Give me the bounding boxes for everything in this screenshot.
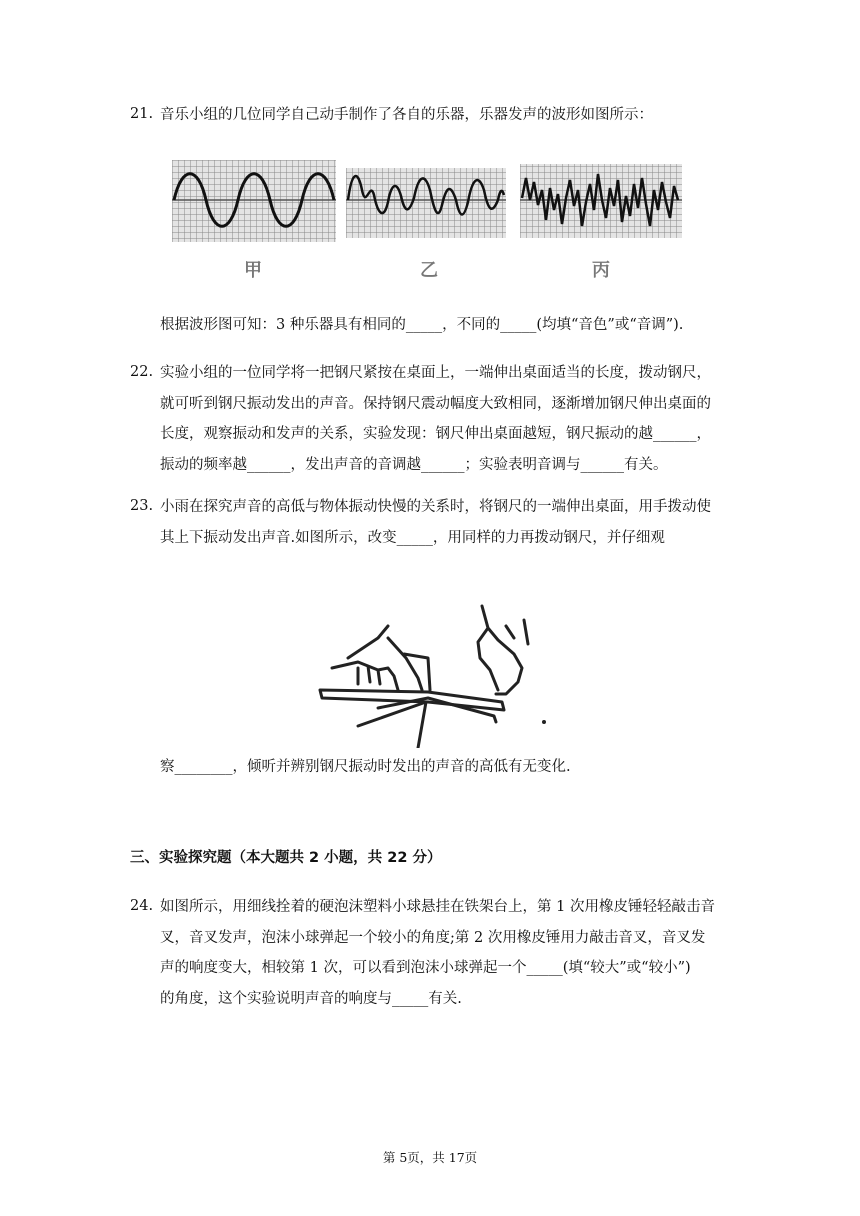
wave-panel-jia [172, 160, 336, 242]
q22-text [160, 358, 732, 480]
wave-panel-yi [346, 168, 506, 238]
wave-label-jia: 甲 [244, 260, 262, 281]
q21-answer-line: 根据波形图可知：3 种乐器具有相同的_____，不同的_____(均填“音色”或“音调”). [160, 317, 684, 333]
left-hand-icon [332, 626, 430, 690]
q22-line-3: 长度，观察振动和发声的关系，实验发现：钢尺伸出桌面越短，钢尺振动的越______， [160, 426, 711, 442]
wave-panel-bing [520, 164, 682, 238]
q23-text [160, 492, 732, 553]
q24-line-3: 声的响度变大，相较第 1 次，可以看到泡沫小球弹起一个_____(填“较大”或“较小”) [160, 960, 691, 976]
q22-line-2: 就可听到钢尺振动发出的声音。保持钢尺震动幅度大致相同，逐渐增加钢尺伸出桌面的 [160, 395, 711, 412]
q23-number: 23. [130, 498, 154, 514]
wave-label-yi: 乙 [420, 260, 438, 281]
right-hand-icon [478, 606, 528, 694]
q24-line-4: 的角度，这个实验说明声音的响度与_____有关. [160, 990, 462, 1007]
q21-number: 21. [130, 106, 154, 122]
q23-continuation: 察________，倾听并辨别钢尺振动时发出的声音的高低有无变化. [160, 759, 571, 775]
q23-line-1: 小雨在探究声音的高低与物体振动快慢的关系时，将钢尺的一端伸出桌面，用手拨动使 [160, 499, 711, 515]
page-footer: 第 5页，共 17页 [382, 1150, 478, 1165]
q24-line-1: 如图所示，用细线拴着的硬泡沫塑料小球悬挂在铁架台上，第 1 次用橡皮锤轻轻敲击音 [160, 899, 715, 915]
ruler-hands-figure [318, 598, 548, 748]
q24-text [160, 892, 732, 1014]
q23-line-2: 其上下振动发出声音.如图所示，改变_____，用同样的力再拨动钢尺，并仔细观 [160, 529, 665, 546]
q24-line-2: 叉，音叉发声，泡沫小球弹起一个较小的角度;第 2 次用橡皮锤用力敲击音叉，音叉发 [160, 929, 706, 946]
q22-line-4: 振动的频率越______，发出声音的音调越______；实验表明音调与______有关。 [160, 456, 668, 473]
q21-text: 音乐小组的几位同学自己动手制作了各自的乐器，乐器发声的波形如图所示： [160, 107, 653, 123]
wave-label-bing: 丙 [592, 260, 610, 281]
q22-line-1: 实验小组的一位同学将一把钢尺紧按在桌面上，一端伸出桌面适当的长度，拨动钢尺， [160, 365, 711, 381]
section-title: 三、实验探究题（本大题共 2 小题，共 22 分） [130, 850, 442, 866]
q24-number: 24. [130, 898, 154, 914]
q22-number: 22. [130, 364, 154, 380]
